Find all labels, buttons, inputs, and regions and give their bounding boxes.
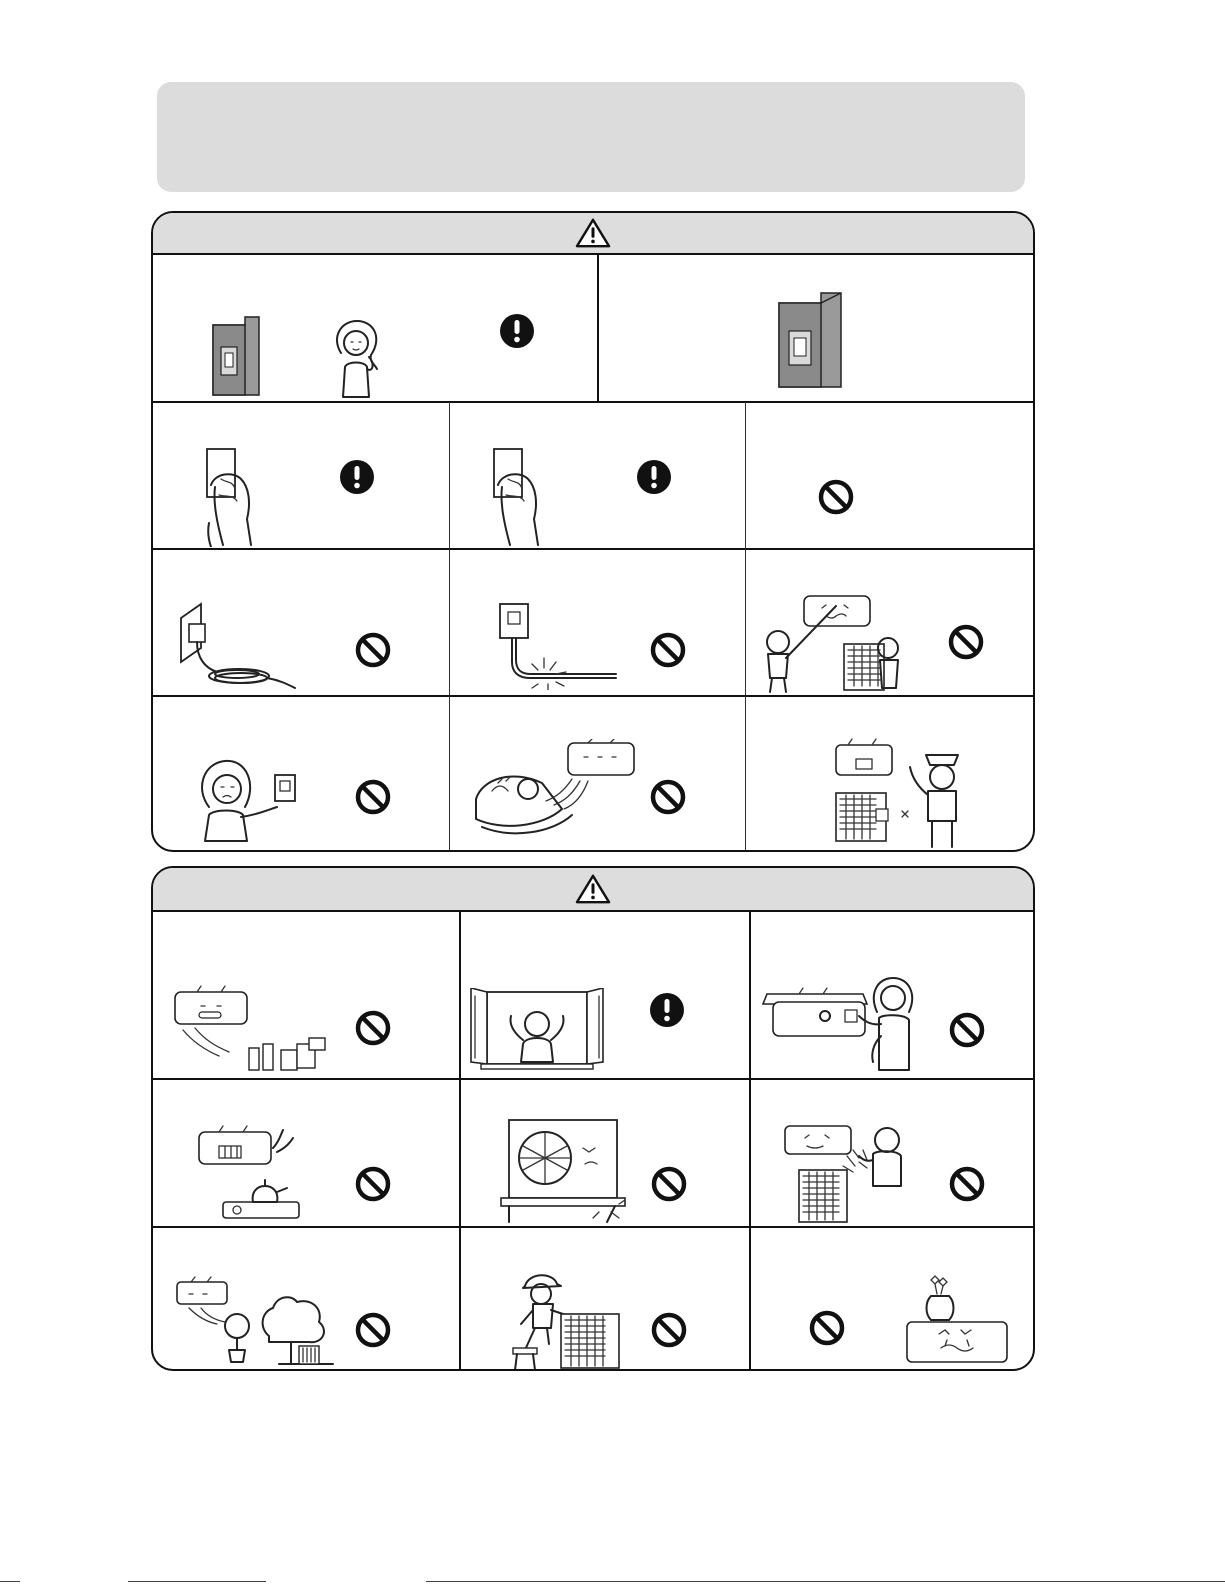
footer-rule	[426, 1581, 1225, 1582]
warning-cell-3-3	[745, 548, 1035, 695]
warning-cell-2-3	[745, 401, 1035, 548]
person-illustration	[325, 317, 387, 401]
baby-cold-air-illustration	[472, 739, 640, 835]
circuit-breaker-illustration	[777, 291, 845, 391]
caution-cell-3-1	[153, 1226, 459, 1371]
warning-cell-3-1	[153, 548, 449, 695]
prohibited-icon	[651, 1312, 687, 1348]
prohibited-icon	[818, 479, 854, 515]
person-near-units-illustration	[832, 737, 976, 849]
prohibited-icon	[355, 632, 391, 668]
warning-cell-1-2	[597, 255, 1035, 401]
prohibited-icon	[650, 779, 686, 815]
mandatory-icon	[339, 459, 375, 495]
prohibited-icon	[355, 779, 391, 815]
caution-cell-1-1	[153, 912, 459, 1078]
heater-under-unit-illustration	[193, 1122, 317, 1222]
warning-cell-3-2	[449, 548, 745, 695]
caution-cell-3-2	[459, 1226, 749, 1371]
warning-cell-4-1	[153, 695, 449, 852]
warning-cell-4-2	[449, 695, 745, 852]
header-band	[157, 82, 1025, 192]
mandatory-icon	[649, 992, 685, 1028]
prohibited-icon	[355, 1010, 391, 1046]
warning-triangle-icon	[574, 217, 612, 249]
prohibited-icon	[809, 1310, 845, 1346]
prohibited-icon	[650, 632, 686, 668]
prohibited-icon	[949, 1166, 985, 1202]
warning-cell-2-1	[153, 401, 449, 548]
circuit-breaker-illustration	[211, 315, 267, 397]
warning-cell-4-3	[745, 695, 1035, 852]
caution-cell-1-2	[459, 912, 749, 1078]
caution-cell-2-1	[153, 1078, 459, 1226]
caution-cell-2-3	[749, 1078, 1035, 1226]
children-poking-unit-illustration	[756, 594, 906, 696]
warning-triangle-icon	[574, 873, 612, 905]
caution-panel-heading	[153, 868, 1033, 912]
broken-stand-illustration	[499, 1116, 635, 1224]
water-spray-illustration	[783, 1120, 915, 1226]
mandatory-icon	[636, 459, 672, 495]
caution-cell-2-2	[459, 1078, 749, 1226]
prohibited-icon	[355, 1166, 391, 1202]
vase-on-unit-illustration	[905, 1272, 1009, 1364]
caution-cell-1-3	[749, 912, 1035, 1078]
hand-plug-illustration	[488, 443, 550, 547]
warning-cell-2-2	[449, 401, 745, 548]
prohibited-icon	[949, 1012, 985, 1048]
climbing-unit-illustration	[505, 1270, 623, 1371]
caution-panel	[151, 866, 1035, 1371]
damaged-cord-illustration	[498, 598, 618, 690]
caution-cell-3-3	[749, 1226, 1035, 1371]
footer-rule	[0, 1581, 20, 1582]
mandatory-icon	[499, 313, 535, 349]
prohibited-icon	[355, 1312, 391, 1348]
prohibited-icon	[948, 624, 984, 660]
warning-cell-1-1	[153, 255, 599, 401]
plug-coiled-cord-illustration	[175, 598, 299, 694]
warning-panel-heading	[153, 213, 1033, 255]
person-cleaning-unit-illustration	[759, 974, 923, 1074]
footer-rule	[128, 1581, 266, 1582]
open-window-illustration	[469, 988, 605, 1070]
plants-airflow-illustration	[173, 1276, 335, 1366]
person-wet-hands-plug-illustration	[195, 755, 303, 845]
hand-plug-illustration	[201, 443, 263, 547]
food-storage-illustration	[173, 984, 327, 1074]
warning-panel	[151, 211, 1035, 852]
prohibited-icon	[651, 1166, 687, 1202]
